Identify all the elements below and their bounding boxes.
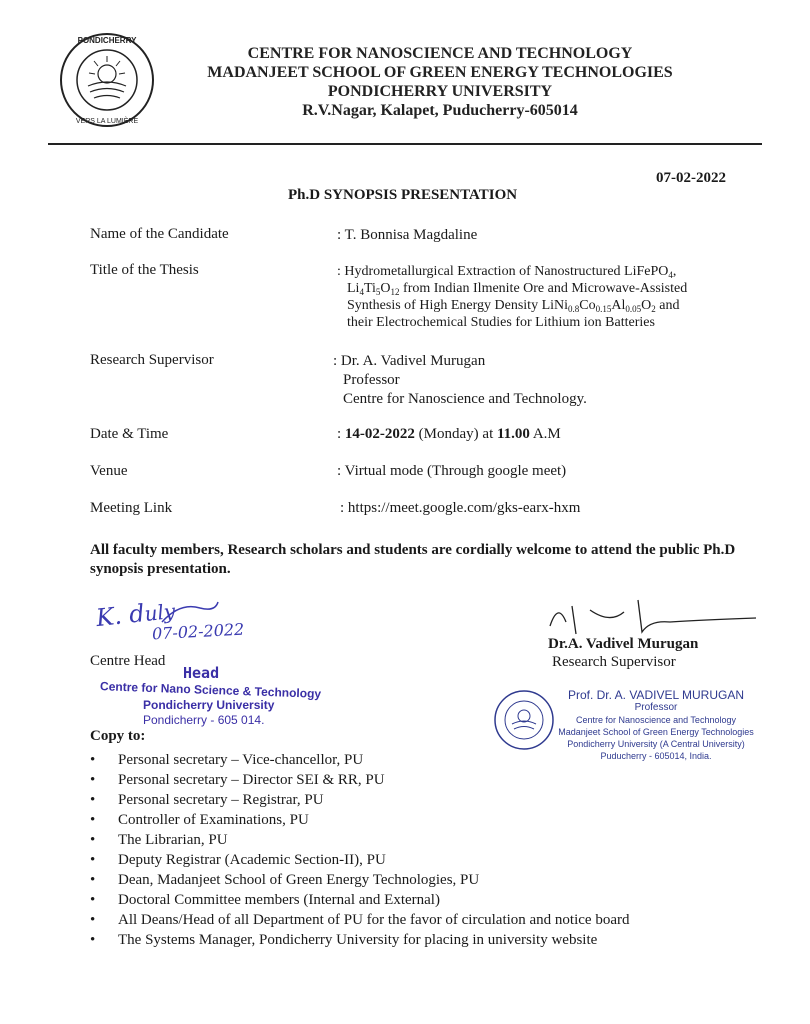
supervisor-sign-title: Research Supervisor: [552, 654, 676, 670]
list-item: • Personal secretary – Vice-chancellor, PU: [90, 750, 630, 770]
stamp-designation: Professor: [634, 702, 678, 713]
candidate-label: Name of the Candidate: [90, 226, 229, 242]
centre-head-sign-date: 07-02-2022: [151, 619, 245, 644]
copy-to-heading: Copy to:: [90, 728, 146, 744]
header-address: R.V.Nagar, Kalapet, Puducherry-605014: [302, 102, 578, 119]
header-divider: [48, 143, 762, 145]
list-item: • Personal secretary – Director SEI & RR, PU: [90, 770, 630, 790]
venue-value: : Virtual mode (Through google meet): [337, 463, 567, 479]
supervisor-university-seal: [492, 688, 556, 752]
stamp-city: Puducherry - 605014, India.: [600, 751, 712, 761]
stamp-name: Prof. Dr. A. VADIVEL MURUGAN: [567, 688, 745, 702]
thesis-title: [337, 263, 687, 331]
stamp-school: Madanjeet School of Green Energy Technologies: [558, 727, 754, 737]
venue-label: Venue: [90, 463, 128, 479]
stamp-university: Pondicherry University (A Central University): [567, 739, 745, 749]
supervisor-sign-name: Dr.A. Vadivel Murugan: [548, 636, 699, 652]
list-item: • Personal secretary – Registrar, PU: [90, 790, 630, 810]
head-stamp-centre: Centre for Nano Science & Technology: [99, 679, 322, 701]
invitation-text: All faculty members, Research scholars and students are cordially welcome to attend the public Ph.D synopsis presentation.: [90, 542, 736, 577]
thesis-line-3: Synthesis of High Energy Density $LiNi_{0.8}Co_{0.15}Al_{0.05}O_2$ and: [347, 298, 680, 314]
supervisor-name: : Dr. A. Vadivel Murugan: [333, 353, 486, 369]
datetime-label: Date & Time: [90, 426, 169, 442]
list-item: • Controller of Examinations, PU: [90, 810, 630, 830]
list-item: • All Deans/Head of all Department of PU for the favor of circulation and notice board: [90, 910, 630, 930]
document-title: Ph.D SYNOPSIS PRESENTATION: [288, 187, 518, 203]
meeting-link-label: Meeting Link: [90, 500, 173, 516]
document-date: 07-02-2022: [656, 170, 726, 186]
supervisor-value: [333, 352, 587, 409]
list-item: • Dean, Madanjeet School of Green Energy Technologies, PU: [90, 870, 630, 890]
header-university-name: PONDICHERRY UNIVERSITY: [327, 83, 553, 100]
head-stamp-university: Pondicherry University: [143, 698, 275, 712]
centre-head-signature: K. duly: [94, 598, 177, 633]
supervisor-label: Research Supervisor: [90, 352, 214, 368]
list-item: • Deputy Registrar (Academic Section-II), PU: [90, 850, 630, 870]
meeting-link[interactable]: : https://meet.google.com/gks-earx-hxm: [340, 500, 581, 516]
thesis-line-1: : Hydrometallurgical Extraction of Nanostructured LiFePO$_4$,: [337, 264, 677, 280]
datetime-value: : 14-02-2022 (Monday) at 11.00 A.M: [337, 426, 561, 442]
university-seal-logo: [48, 30, 166, 130]
stamp-centre: Centre for Nanoscience and Technology: [576, 715, 736, 725]
header-school-name: MADANJEET SCHOOL OF GREEN ENERGY TECHNOLOGIES: [207, 64, 673, 81]
svg-text:PONDICHERRY: PONDICHERRY: [77, 36, 137, 45]
thesis-line-2: $Li_4Ti_5O_{12}$ from Indian Ilmenite Ore and Microwave-Assisted: [347, 281, 688, 297]
supervisor-designation: Professor: [343, 372, 400, 388]
supervisor-department: Centre for Nanoscience and Technology.: [343, 391, 587, 407]
header-centre-name: CENTRE FOR NANOSCIENCE AND TECHNOLOGY: [247, 45, 633, 62]
presentation-time: 11.00: [496, 426, 530, 442]
copy-to-list: [90, 750, 630, 950]
presentation-date: 14-02-2022: [344, 426, 415, 442]
head-stamp-city: Pondicherry - 605 014.: [143, 713, 265, 727]
svg-text:VERS LA LUMIÈRE: VERS LA LUMIÈRE: [75, 118, 139, 125]
list-item: • The Librarian, PU: [90, 830, 630, 850]
list-item: • Doctoral Committee members (Internal and External): [90, 890, 630, 910]
head-stamp-title: Head: [183, 664, 220, 682]
candidate-value: : T. Bonnisa Magdaline: [337, 227, 478, 243]
centre-head-title: Centre Head: [90, 653, 166, 669]
thesis-label: Title of the Thesis: [90, 262, 199, 278]
list-item: • The Systems Manager, Pondicherry University for placing in university website: [90, 930, 630, 950]
thesis-line-4: their Electrochemical Studies for Lithium ion Batteries: [347, 315, 655, 330]
